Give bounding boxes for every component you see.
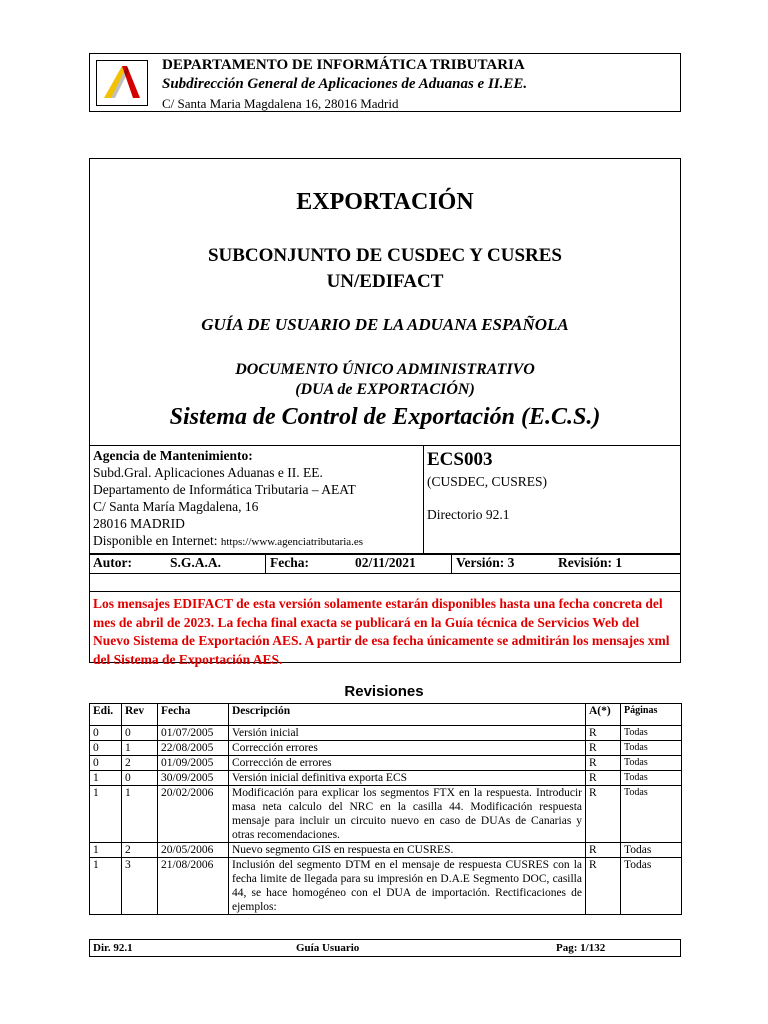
date-value: 02/11/2021 [355,555,416,570]
cell-pages: Todas [621,843,682,858]
cell-date: 22/08/2005 [158,741,229,756]
letterhead [89,53,681,112]
cell-pages: Todas [621,771,682,786]
cell-revision: 1 [122,786,158,843]
cell-edition: 0 [90,756,122,771]
cell-description: Inclusión del segmento DTM en el mensaje de respuesta CUSRES con la fecha limite de llegada para su impresión en D.A.E Segmento DOC, casilla 44, se hace homogéneo con el DUA de importación. Rectificaciones de ejemplos: [229,858,586,915]
column-header: Descripción [229,704,586,726]
cover-title: EXPORTACIÓN [296,189,474,215]
cell-date: 20/02/2006 [158,786,229,843]
internet-availability [93,532,363,551]
cell-action: R [586,786,621,843]
department-name: DEPARTAMENTO DE INFORMÁTICA TRIBUTARIA [162,57,525,73]
cell-pages: Todas [621,726,682,741]
document-code-block [427,449,547,523]
cell-revision: 1 [122,741,158,756]
table-row [90,843,682,858]
cell-edition: 1 [90,843,122,858]
cell-revision: 2 [122,843,158,858]
cell-edition: 0 [90,726,122,741]
version-value: Versión: 3 [456,555,515,570]
cell-date: 01/09/2005 [158,756,229,771]
cell-pages: Todas [621,786,682,843]
author-label: Autor: [93,555,132,570]
table-row [90,858,682,915]
cover-guide-title: GUÍA DE USUARIO DE LA ADUANA ESPAÑOLA [201,315,569,334]
table-row [90,741,682,756]
maintenance-line: Subd.Gral. Aplicaciones Aduanas e II. EE. [93,465,323,480]
revision-value: Revisión: 1 [558,555,623,570]
maintenance-line: 28016 MADRID [93,516,185,531]
cell-pages: Todas [621,858,682,915]
cell-description: Corrección de errores [229,756,586,771]
revisions-title: Revisiones [344,683,424,700]
cover-document-line2: (DUA de EXPORTACIÓN) [295,381,475,398]
cell-revision: 2 [122,756,158,771]
cell-date: 21/08/2006 [158,858,229,915]
column-header: Edi. [90,704,122,726]
cell-action: R [586,756,621,771]
deprecation-warning: Los mensajes EDIFACT de esta versión solamente estarán disponibles hasta una fecha concreta del mes de abril de 2023. La fecha final exacta se publicará en la Guía técnica de Servicios Web del Nuevo Sistema de Exportación AES. A partir de esa fecha únicamente se admitirán los mensajes xml del Sistema de Exportación AES. [93,596,670,667]
cell-edition: 1 [90,771,122,786]
cell-edition: 1 [90,786,122,843]
cell-description: Corrección errores [229,741,586,756]
divider [451,555,452,573]
table-row [90,786,682,843]
document-code: ECS003 [427,449,493,470]
table-row [90,726,682,741]
footer-page-number: Pag: 1/132 [556,942,606,954]
revisions-table [89,703,682,915]
page-footer [89,939,681,957]
cover-system-name: Sistema de Control de Exportación (E.C.S.) [169,404,601,430]
cell-pages: Todas [621,741,682,756]
cell-description: Modificación para explicar los segmentos FTX en la respuesta. Introducir masa neta calculo del NRC en la casilla 44. Modificación respuesta mensaje para incluir un circuito nuevo en caso de DUAs de Canarias y otras recomendaciones. [229,786,586,843]
divider [90,591,680,592]
maintenance-line: Departamento de Informática Tributaria – AEAT [93,482,356,497]
footer-directory: Dir. 92.1 [93,942,133,954]
cell-date: 30/09/2005 [158,771,229,786]
internet-label: Disponible en Internet: [93,533,221,548]
maintenance-label: Agencia de Mantenimiento: [93,448,253,463]
cell-description: Versión inicial [229,726,586,741]
column-header: Fecha [158,704,229,726]
cell-edition: 1 [90,858,122,915]
footer-guide: Guía Usuario [296,942,360,954]
cell-pages: Todas [621,756,682,771]
cell-action: R [586,843,621,858]
table-header-row [90,704,682,726]
cell-action: R [586,726,621,741]
cell-revision: 0 [122,771,158,786]
cell-description: Nuevo segmento GIS en respuesta en CUSRES. [229,843,586,858]
table-row [90,756,682,771]
cell-revision: 0 [122,726,158,741]
table-row [90,771,682,786]
column-header: A(*) [586,704,621,726]
date-label: Fecha: [270,555,309,570]
message-types: (CUSDEC, CUSRES) [427,474,548,489]
internet-link[interactable]: https://www.agenciatributaria.es [220,536,364,548]
cell-date: 01/07/2005 [158,726,229,741]
cell-edition: 0 [90,741,122,756]
cover-subtitle-line2: UN/EDIFACT [326,271,444,292]
divider [423,445,424,555]
maintenance-line: C/ Santa María Magdalena, 16 [93,499,259,514]
cell-revision: 3 [122,858,158,915]
divider [265,555,266,573]
cell-action: R [586,771,621,786]
cell-date: 20/05/2006 [158,843,229,858]
divider [90,573,680,574]
divider [90,445,680,446]
cell-action: R [586,858,621,915]
cover-document-line1: DOCUMENTO ÚNICO ADMINISTRATIVO [235,361,535,378]
column-header: Páginas [621,704,682,726]
maintenance-agency [93,447,363,551]
department-address: C/ Santa Maria Magdalena 16, 28016 Madrid [162,96,399,111]
column-header: Rev [122,704,158,726]
cover-box [89,158,681,667]
cover-subtitle-line1: SUBCONJUNTO DE CUSDEC Y CUSRES [207,245,563,266]
author-value: S.G.A.A. [170,555,222,570]
cell-description: Versión inicial definitiva exporta ECS [229,771,586,786]
cell-action: R [586,741,621,756]
agencia-tributaria-logo-icon [96,60,148,106]
directory-version: Directorio 92.1 [427,507,510,522]
subdirection-name: Subdirección General de Aplicaciones de Aduanas e II.EE. [162,76,528,92]
